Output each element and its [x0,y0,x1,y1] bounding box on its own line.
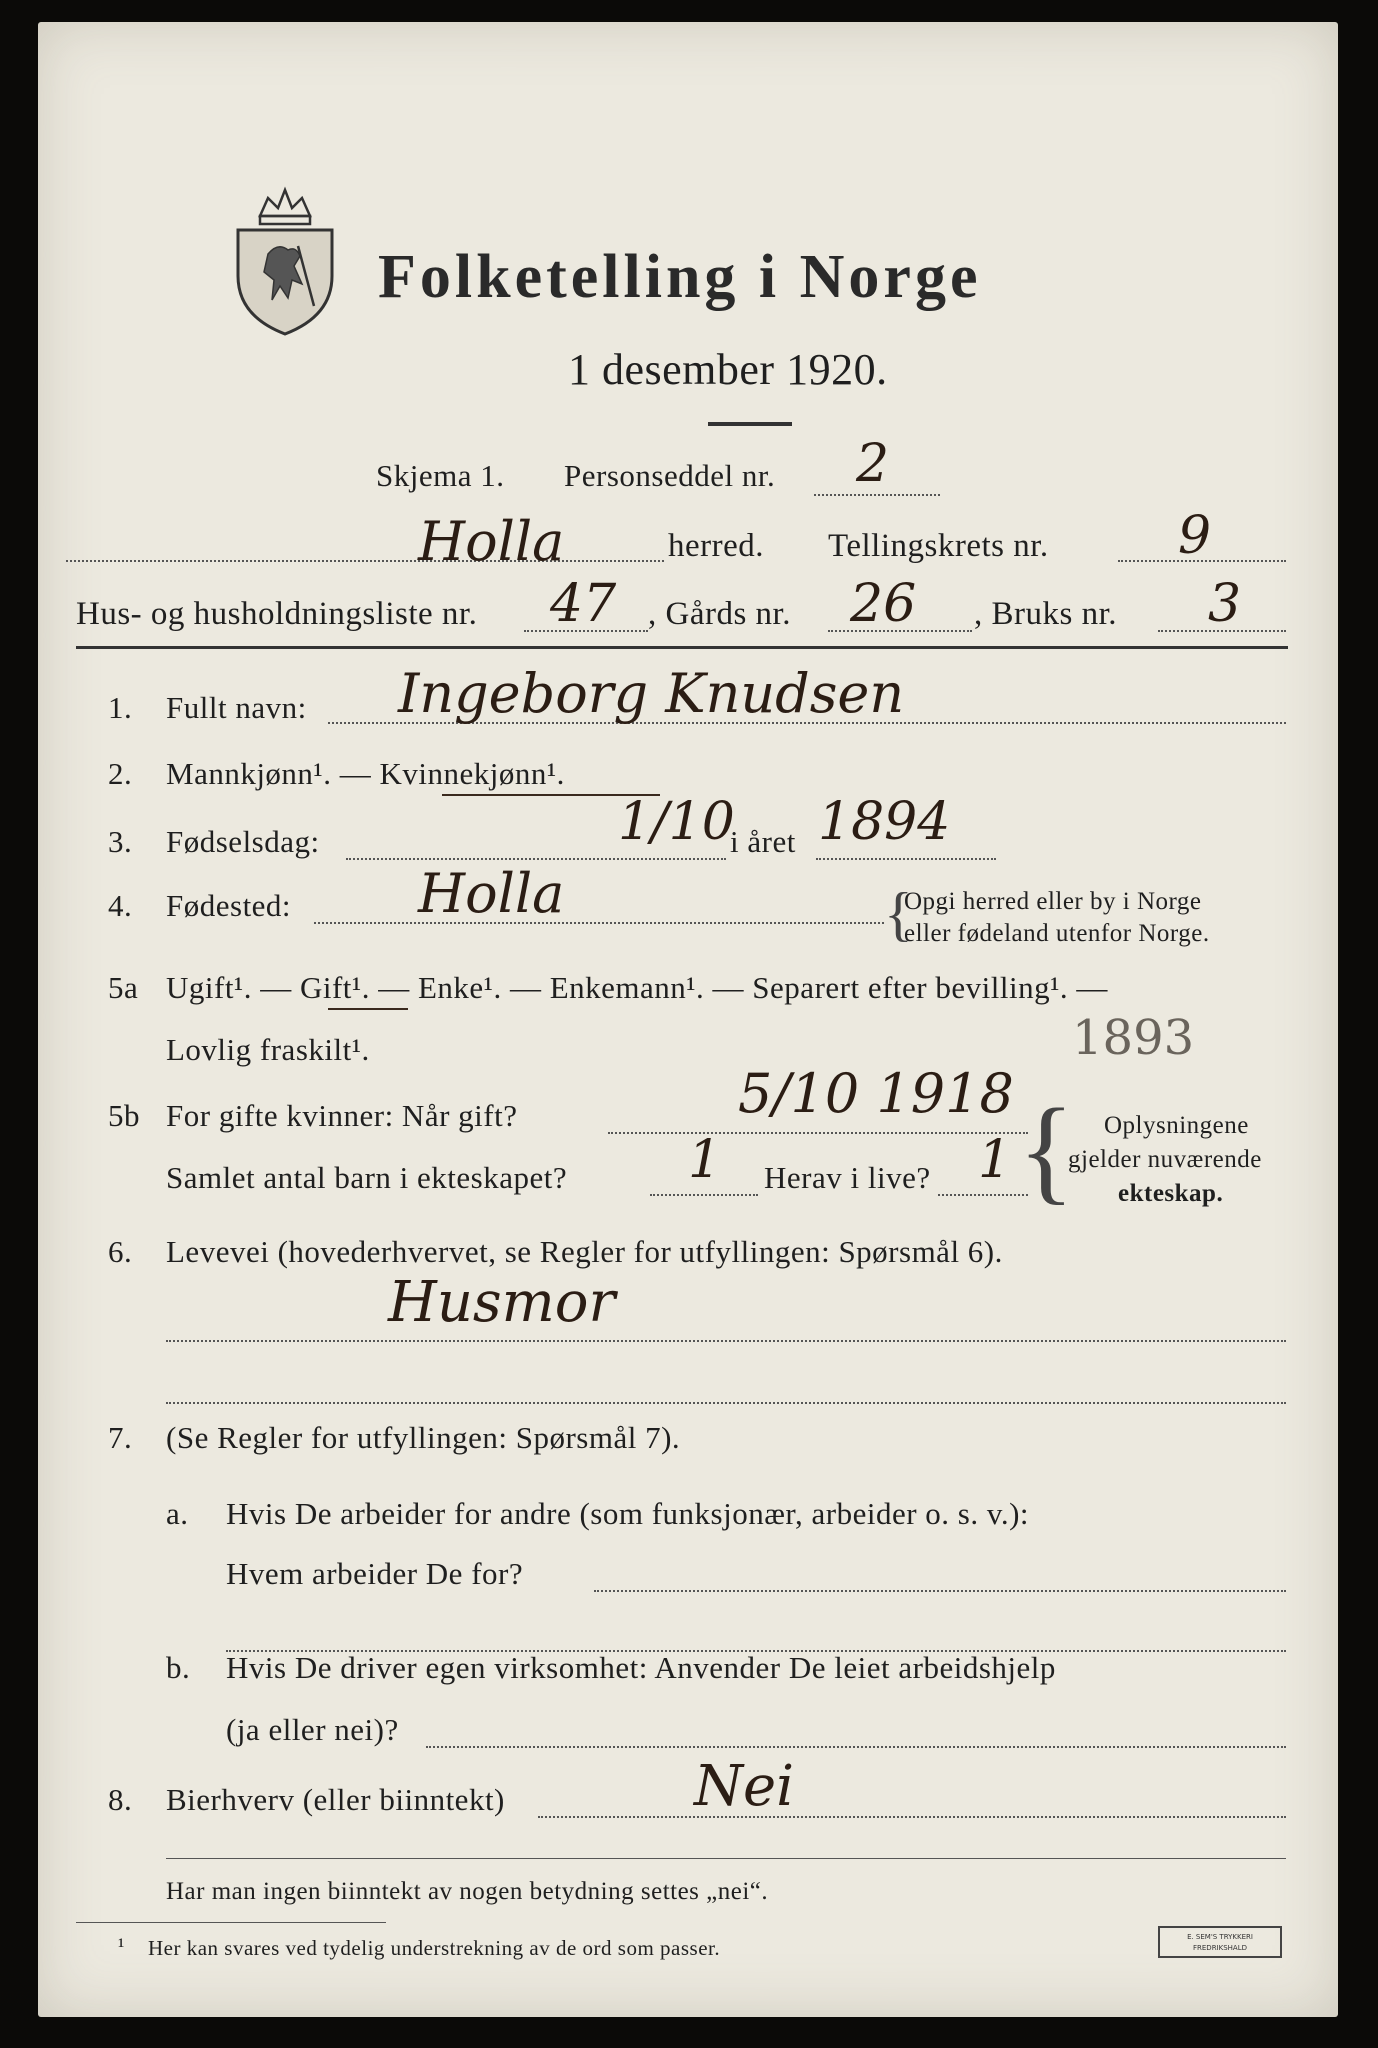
q7-number: 7. [108,1420,133,1455]
q4-line [314,922,884,924]
footnote-divider [76,1922,386,1923]
herred-value: Holla [418,510,565,573]
q3-number: 3. [108,824,133,859]
herred-line [66,560,664,562]
q5b-number: 5b [108,1098,140,1133]
personseddel-label: Personseddel nr. [564,458,776,493]
gards-value: 26 [850,574,917,634]
footer-divider [166,1858,1286,1859]
printer-name: E. SEM'S TRYKKERI [1187,1933,1253,1941]
birthplace-value: Holla [418,862,565,925]
q5b-alive-line [938,1194,1028,1196]
q8-number: 8. [108,1782,133,1817]
personseddel-line [814,494,940,496]
q3-year-label: i året [730,824,796,859]
q5b-children-label: Samlet antal barn i ekteskapet? [166,1160,568,1195]
q7b-label: Hvis De driver egen virksomhet: Anvender De leiet arbeidshjelp [226,1650,1056,1685]
q5b-brace: { [1018,1084,1076,1215]
q4-brace: { [884,881,914,947]
gards-label: , Gårds nr. [648,596,791,632]
schema-label: Skjema 1. [376,458,505,493]
side-income-value: Nei [694,1754,795,1819]
q7a-line1 [594,1590,1286,1592]
q4-number: 4. [108,888,133,923]
printer-stamp [1158,1926,1282,1958]
title-divider [708,422,792,426]
q4-note-line2: eller fødeland utenfor Norge. [904,920,1210,947]
margin-note-year: 1893 [1072,1010,1195,1066]
q8-label: Bierhverv (eller biinntekt) [166,1782,505,1817]
q5b-note-line3: ekteskap. [1118,1180,1224,1207]
q7a-label-line2: Hvem arbeider De for? [226,1556,524,1591]
q5b-label: For gifte kvinner: Når gift? [166,1098,518,1133]
q8-line [538,1816,1286,1818]
census-form [38,22,1338,2017]
q1-number: 1. [108,690,133,725]
occupation-value: Husmor [388,1270,616,1335]
census-date: 1 desember 1920. [568,345,888,394]
q7a-letter: a. [166,1496,189,1531]
q6-label: Levevei (hovederhvervet, se Regler for utfyllingen: Spørsmål 6). [166,1234,1003,1269]
header-divider [76,646,1288,649]
q5a-underline [328,1008,408,1010]
q5b-alive-label: Herav i live? [764,1160,931,1195]
q5b-note-line1: Oplysningene [1104,1112,1249,1139]
tellingskrets-label: Tellingskrets nr. [828,528,1049,564]
bruks-label: , Bruks nr. [974,596,1118,632]
q6-line1 [166,1340,1286,1342]
printer-city: FREDRIKSHALD [1192,1944,1247,1952]
q4-note-line1: Opgi herred eller by i Norge [904,888,1202,915]
q5b-note-line2: gjelder nuværende [1068,1146,1262,1173]
footnote-text: Her kan svares ved tydelig understrekning av de ord som passer. [148,1936,721,1960]
q3-year-line [816,858,996,860]
q3-label: Fødselsdag: [166,824,320,859]
q7b-line [426,1746,1286,1748]
children-total-value: 1 [688,1130,722,1190]
husliste-value: 47 [550,574,617,634]
q7b-label-line2: (ja eller nei)? [226,1712,399,1747]
q5b-children-line [650,1194,758,1196]
q5a-label-line2: Lovlig fraskilt¹. [166,1032,370,1067]
full-name-value: Ingeborg Knudsen [398,662,905,725]
footer-note: Har man ingen biinntekt av nogen betydning settes „nei“. [166,1878,769,1905]
footnote-mark: ¹ [118,1934,125,1958]
q2-number: 2. [108,756,133,791]
q5a-label: Ugift¹. — Gift¹. — Enke¹. — Enkemann¹. — Separert efter bevilling¹. — [166,970,1108,1005]
q7-label: (Se Regler for utfyllingen: Spørsmål 7). [166,1420,681,1455]
q7b-letter: b. [166,1650,191,1685]
husliste-label: Hus- og husholdningsliste nr. [76,596,478,632]
form-title: Folketelling i Norge [378,243,982,311]
q2-label: Mannkjønn¹. — Kvinnekjønn¹. [166,756,565,791]
q4-label: Fødested: [166,888,292,923]
birth-day-value: 1/10 [618,792,735,852]
q3-day-line [346,858,726,860]
personseddel-value: 2 [856,434,890,494]
norwegian-coat-of-arms-icon [230,176,340,336]
q5b-married-line [608,1132,1028,1134]
marriage-date-value: 5/10 1918 [738,1062,1014,1125]
children-alive-value: 1 [978,1130,1012,1190]
tellingskrets-value: 9 [1178,506,1212,566]
bruks-value: 3 [1208,574,1242,634]
herred-label: herred. [668,528,765,564]
q6-number: 6. [108,1234,133,1269]
birth-year-value: 1894 [818,792,951,852]
q1-label: Fullt navn: [166,690,307,725]
q5a-number: 5a [108,970,139,1005]
q7a-label: Hvis De arbeider for andre (som funksjonær, arbeider o. s. v.): [226,1496,1030,1531]
q6-line2 [166,1402,1286,1404]
